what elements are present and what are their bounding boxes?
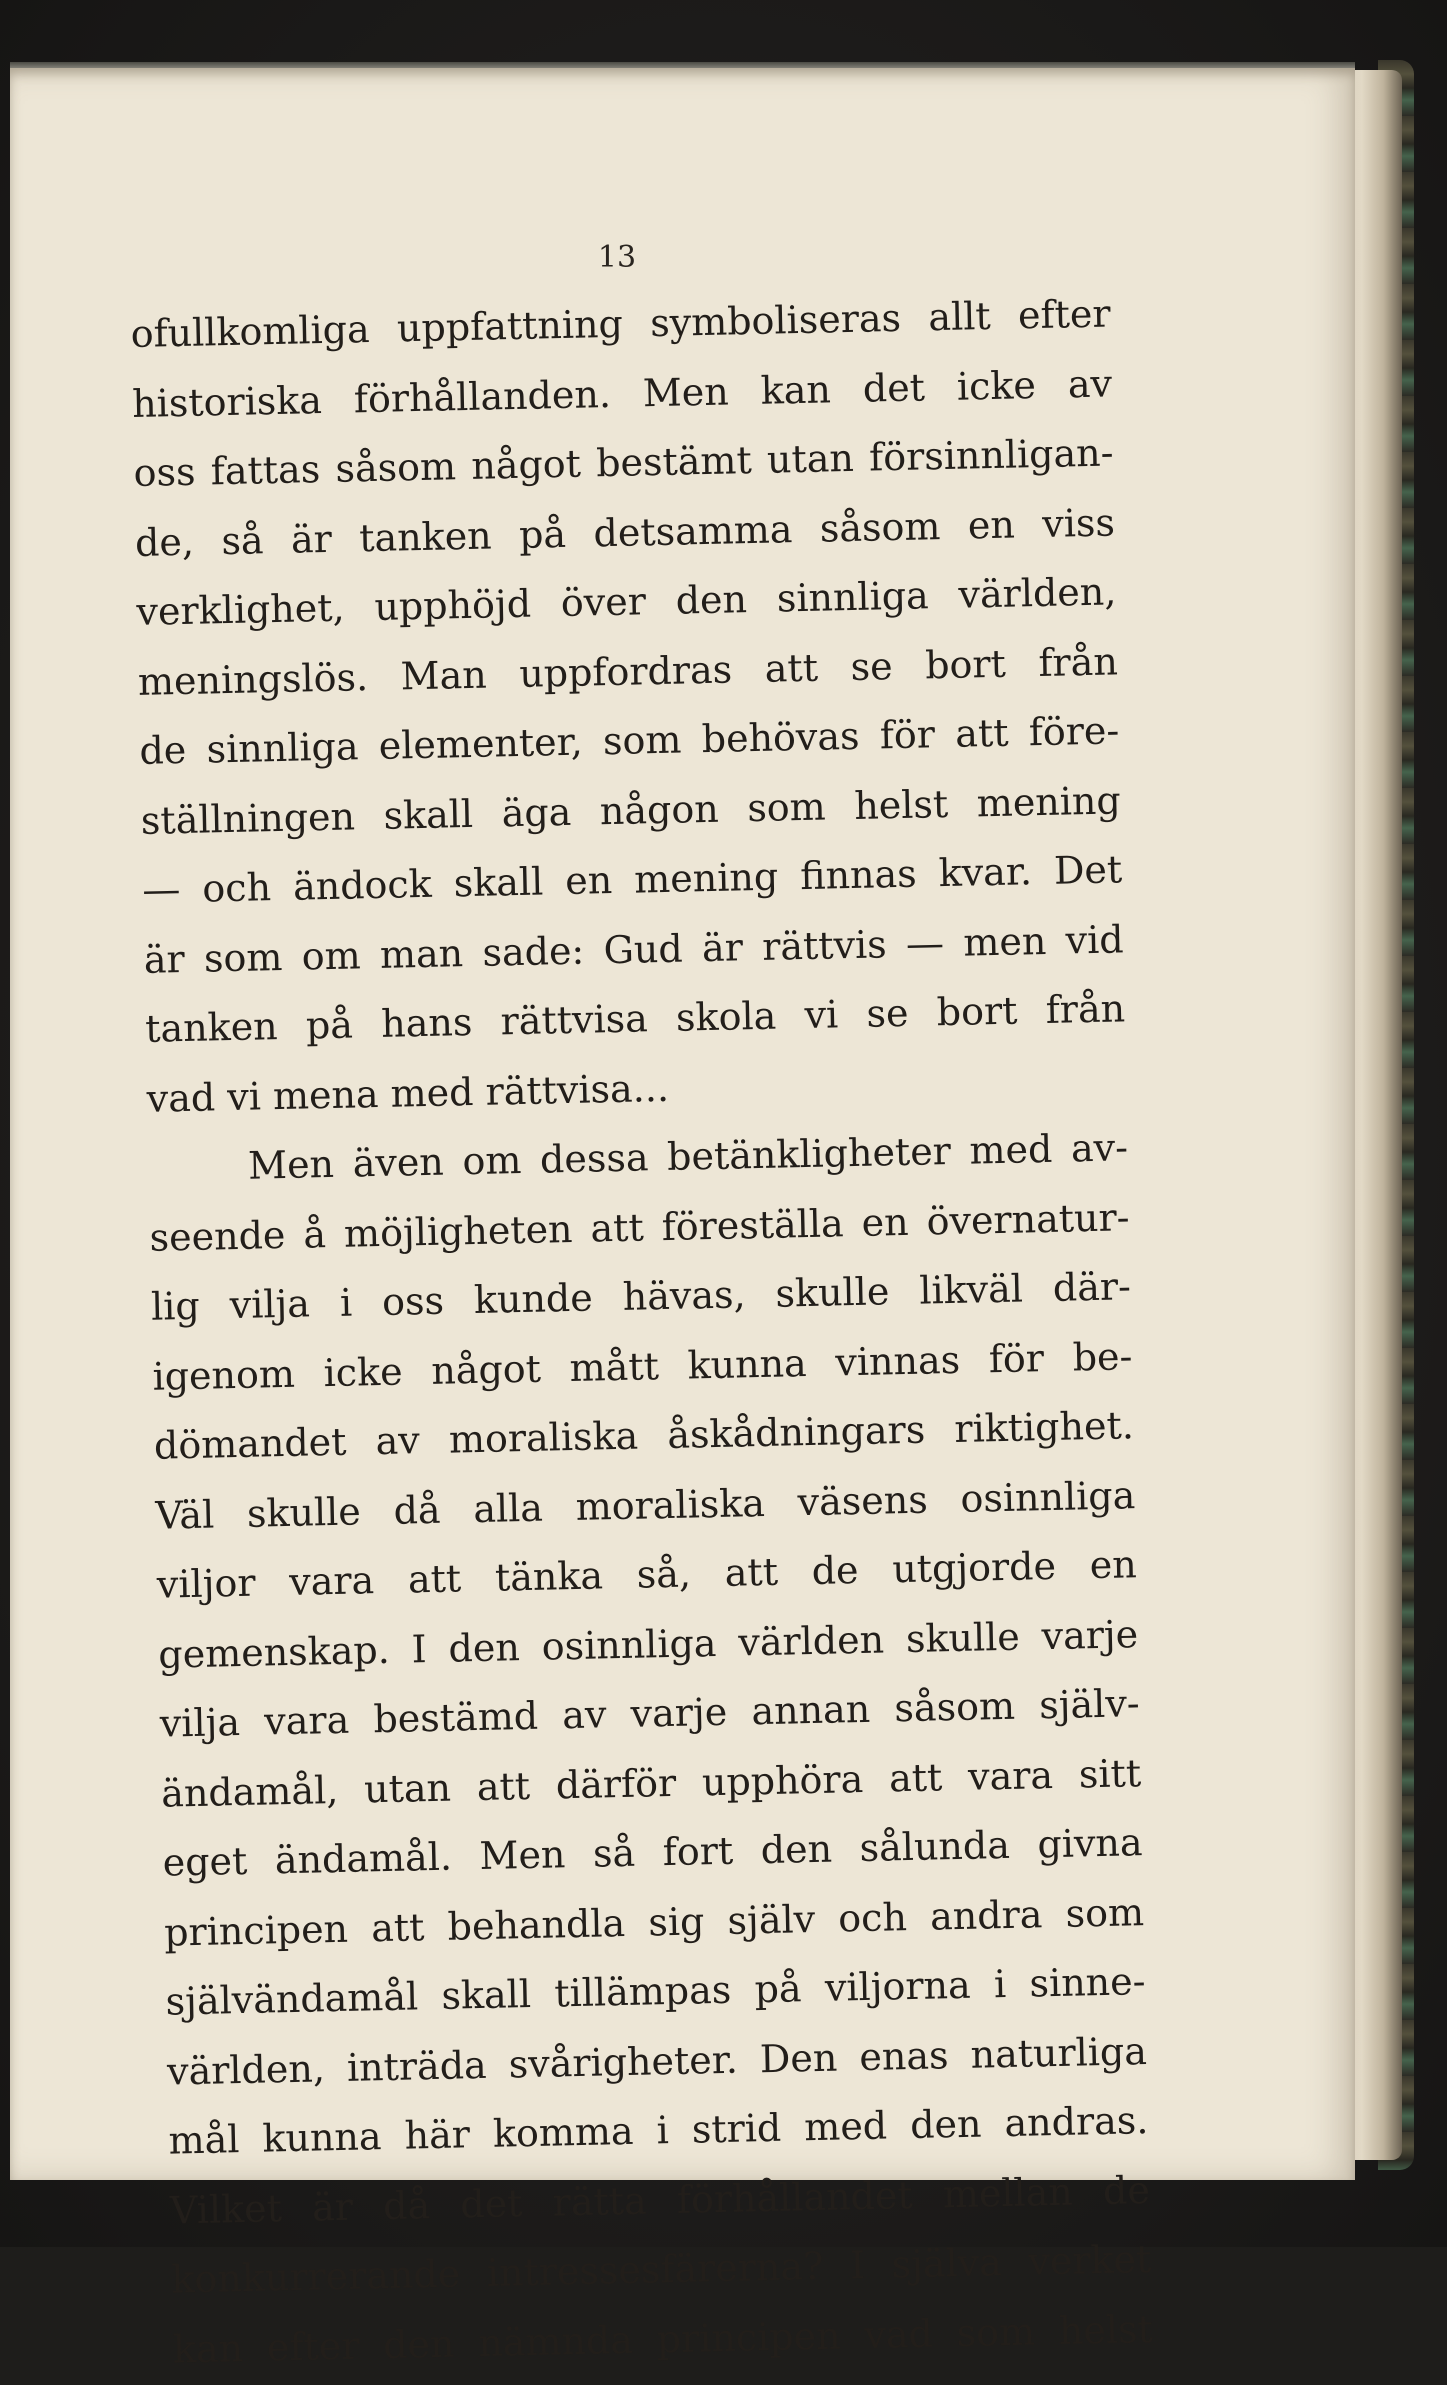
text-line: världen, inträda svårigheter. Den enas naturliga: [166, 2028, 1148, 2094]
text-line: de, så är tanken på detsamma såsom en viss: [134, 499, 1116, 565]
text-line: kan efter den nämnda principen vad som helst: [172, 2306, 1154, 2372]
text-line: självändamål skall tillämpas på viljorna i sinne-: [165, 1959, 1146, 2024]
text-line: vilja vara bestämd av varje annan såsom själv-: [159, 1681, 1141, 1746]
text-line: Väl skulle då alla moraliska väsens osinnliga: [154, 1472, 1136, 1538]
text-line: — och ändock skall en mening finnas kvar. Det: [141, 847, 1123, 912]
text-line: eget ändamål. Men så fort den sålunda givna: [162, 1820, 1143, 1885]
text-line: viljor vara att tänka så, att de utgjorde en: [156, 1542, 1138, 1607]
text-line: verklighet, upphöjd över den sinnliga världen,: [136, 569, 1117, 634]
text-line: seende å möjligheten att föreställa en övernatur-: [149, 1194, 1130, 1260]
page-number: 13: [597, 240, 637, 275]
text-line: Vilket är då det rätta förhållandet mellan de: [169, 2167, 1151, 2233]
text-line: vad vi mena med rättvisa...: [146, 1065, 670, 1121]
text-line: ställningen skall äga någon som helst mening: [140, 777, 1122, 843]
text-line: lig vilja i oss kunde hävas, skulle likväl där-: [150, 1264, 1132, 1329]
text-line: meningslös. Man uppfordras att se bort från: [137, 638, 1119, 704]
text-line: mål kunna här komma i strid med den andras.: [168, 2098, 1149, 2163]
text-line: de sinnliga elementer, som behövas för att före-: [138, 708, 1120, 773]
text-line: igenom icke något mått kunna vinnas för be-: [152, 1333, 1133, 1399]
text-line: oss fattas såsom något bestämt utan försinnligan-: [133, 430, 1114, 495]
text-line: är som om man sade: Gud är rättvis — men vid: [143, 916, 1125, 982]
text-line-indented: Men även om dessa betänkligheter med av-: [247, 1125, 1129, 1188]
text-line: dömandet av moraliska åskådningars riktighet.: [153, 1403, 1135, 1468]
text-line: tanken på hans rättvisa skola vi se bort från: [144, 986, 1126, 1051]
text-line: konkurrerande intressesfärerna? I själva verket: [171, 2237, 1152, 2302]
text-line: ofullkomliga uppfattning symboliseras allt efter: [130, 291, 1111, 356]
text-line: ändamål, utan att därför upphöra att vara sitt: [160, 1750, 1142, 1816]
text-line: principen att behandla sig själv och andra som: [163, 1889, 1145, 1955]
text-line: gemenskap. I den osinnliga världen skulle varje: [157, 1611, 1139, 1677]
text-line: historiska förhållanden. Men kan det icke av: [131, 360, 1113, 426]
body-text: [130, 279, 1173, 2384]
